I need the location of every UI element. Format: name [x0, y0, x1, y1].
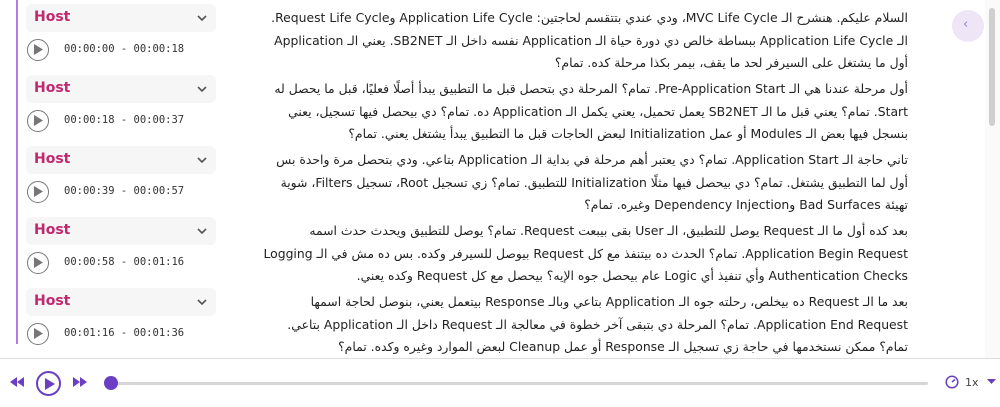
chevron-left-icon: ‹: [963, 17, 969, 32]
audio-player: [0, 359, 1000, 407]
speaker-selector[interactable]: [26, 4, 216, 32]
speaker-name: Host: [34, 151, 71, 167]
chevron-down-icon: [196, 225, 208, 237]
speaker-name: Host: [34, 80, 71, 96]
play-icon: [34, 186, 43, 197]
chevron-down-icon: [196, 154, 208, 166]
speaker-name: Host: [34, 293, 71, 309]
progress-handle[interactable]: [104, 376, 118, 390]
timeline-line: [16, 0, 18, 344]
segment-timestamp: 00:00:39 - 00:00:57: [64, 185, 185, 197]
segment-timestamp: 00:00:00 - 00:00:18: [64, 43, 185, 55]
segment-text: بعد ما الـ Request ده بيخلص، رحلته جوه الـ Application بتاعي وبالـ Response بيتعمل يعني، بنوصل لحاجة اسمها Application End Request. تمام؟ المرحلة دي بتبقى آخر خطوة في معالجة الـ Request داخل الـ Application بتاعي. تمام؟ ممكن نستخدمها في حاجة زي تسجيل الـ Response أو عمل Cleanup لبعض الموارد وغيره وكده. تمام؟: [287, 294, 908, 354]
speaker-selector[interactable]: [26, 288, 216, 316]
segment-text: بعد كده أول ما الـ Request يوصل للتطبيق، الـ User بقى بيبعت Request. تمام؟ يوصل للتطبيق ويحدث حدث اسمه Application Begin Request. تمام؟ الحدث ده بيتنفذ مع كل Request بيوصل للسيرفر وكده. بس ده مش في الـ Logging Authentication Checks وأي تنفيذ أي Logic عام بيحصل جوه الإيه؟ بيحصل مع كل Request وكده يعني.: [263, 223, 908, 283]
speaker-name: Host: [34, 9, 71, 25]
progress-track[interactable]: [111, 382, 928, 385]
segment-timestamp: 00:00:58 - 00:01:16: [64, 256, 185, 268]
segment-text: تاني حاجة الـ Application Start. تمام؟ دي يعتبر أهم مرحلة في بداية الـ Application بتاعي. ودي بتحصل مرة واحدة بس أول لما التطبيق يشتغل. تمام؟ دي بيحصل فيها مثلًا Initialization للتطبيق. تمام؟ زي تسجيل Root، تسجيل Filters، شوية تهيئة Bad Surfaces وDependency Injection وغيره. تمام؟: [276, 152, 908, 212]
fast-forward-icon[interactable]: [73, 377, 87, 387]
speaker-selector[interactable]: [26, 75, 216, 103]
play-icon: [34, 328, 43, 339]
play-pause-button[interactable]: [36, 371, 61, 396]
segment-text: أول مرحلة عندنا هي الـ Pre-Application Start. تمام؟ المرحلة دي بتحصل قبل ما التطبيق يبدأ أصلًا فعليًا، قبل ما يحصل له Start. تمام؟ يعني قبل ما الـ SB2NET يعمل تحميل، يعني يكمل الـ Application ده. تمام؟ دي بيحصل فيها تسجيل، يعني بنسجل فيها بعض الـ Modules أو عمل Initialization لبعض الحاجات قبل ما التطبيق يبدأ يشتغل يعني. تمام؟: [274, 81, 908, 141]
scrollbar-thumb[interactable]: [989, 8, 995, 126]
rewind-icon[interactable]: [10, 377, 24, 387]
play-icon: [34, 115, 43, 126]
speedometer-icon[interactable]: [945, 375, 959, 389]
speaker-selector[interactable]: [26, 217, 216, 245]
chevron-down-icon: [196, 83, 208, 95]
collapse-panel-button[interactable]: [952, 10, 984, 42]
segment-play-button[interactable]: [27, 39, 49, 61]
chevron-down-icon[interactable]: [987, 379, 996, 385]
segment-text: السلام عليكم. هنشرح الـ MVC Life Cycle، ودي عندي بتتقسم لحاجتين: Application Life Cycle وRequest Life Cycle. الـ Application Life Cycle ببساطة خالص دي دورة حياة الـ Application نفسه داخل الـ SB2NET. يعني الـ Application أول ما يشتغل على السيرفر لحد ما يقف، بيمر بكذا مرحلة كده. تمام؟: [271, 10, 908, 70]
segment-play-button[interactable]: [27, 110, 49, 132]
chevron-down-icon: [196, 12, 208, 24]
segment-play-button[interactable]: [27, 181, 49, 203]
playback-speed[interactable]: 1x: [965, 376, 979, 389]
speaker-name: Host: [34, 222, 71, 238]
segment-timestamp: 00:00:18 - 00:00:37: [64, 114, 185, 126]
segment-play-button[interactable]: [27, 252, 49, 274]
chevron-down-icon: [196, 296, 208, 308]
segment-play-button[interactable]: [27, 323, 49, 345]
speaker-selector[interactable]: [26, 146, 216, 174]
play-icon: [34, 257, 43, 268]
play-icon: [45, 378, 55, 390]
segment-timestamp: 00:01:16 - 00:01:36: [64, 327, 185, 339]
play-icon: [34, 44, 43, 55]
